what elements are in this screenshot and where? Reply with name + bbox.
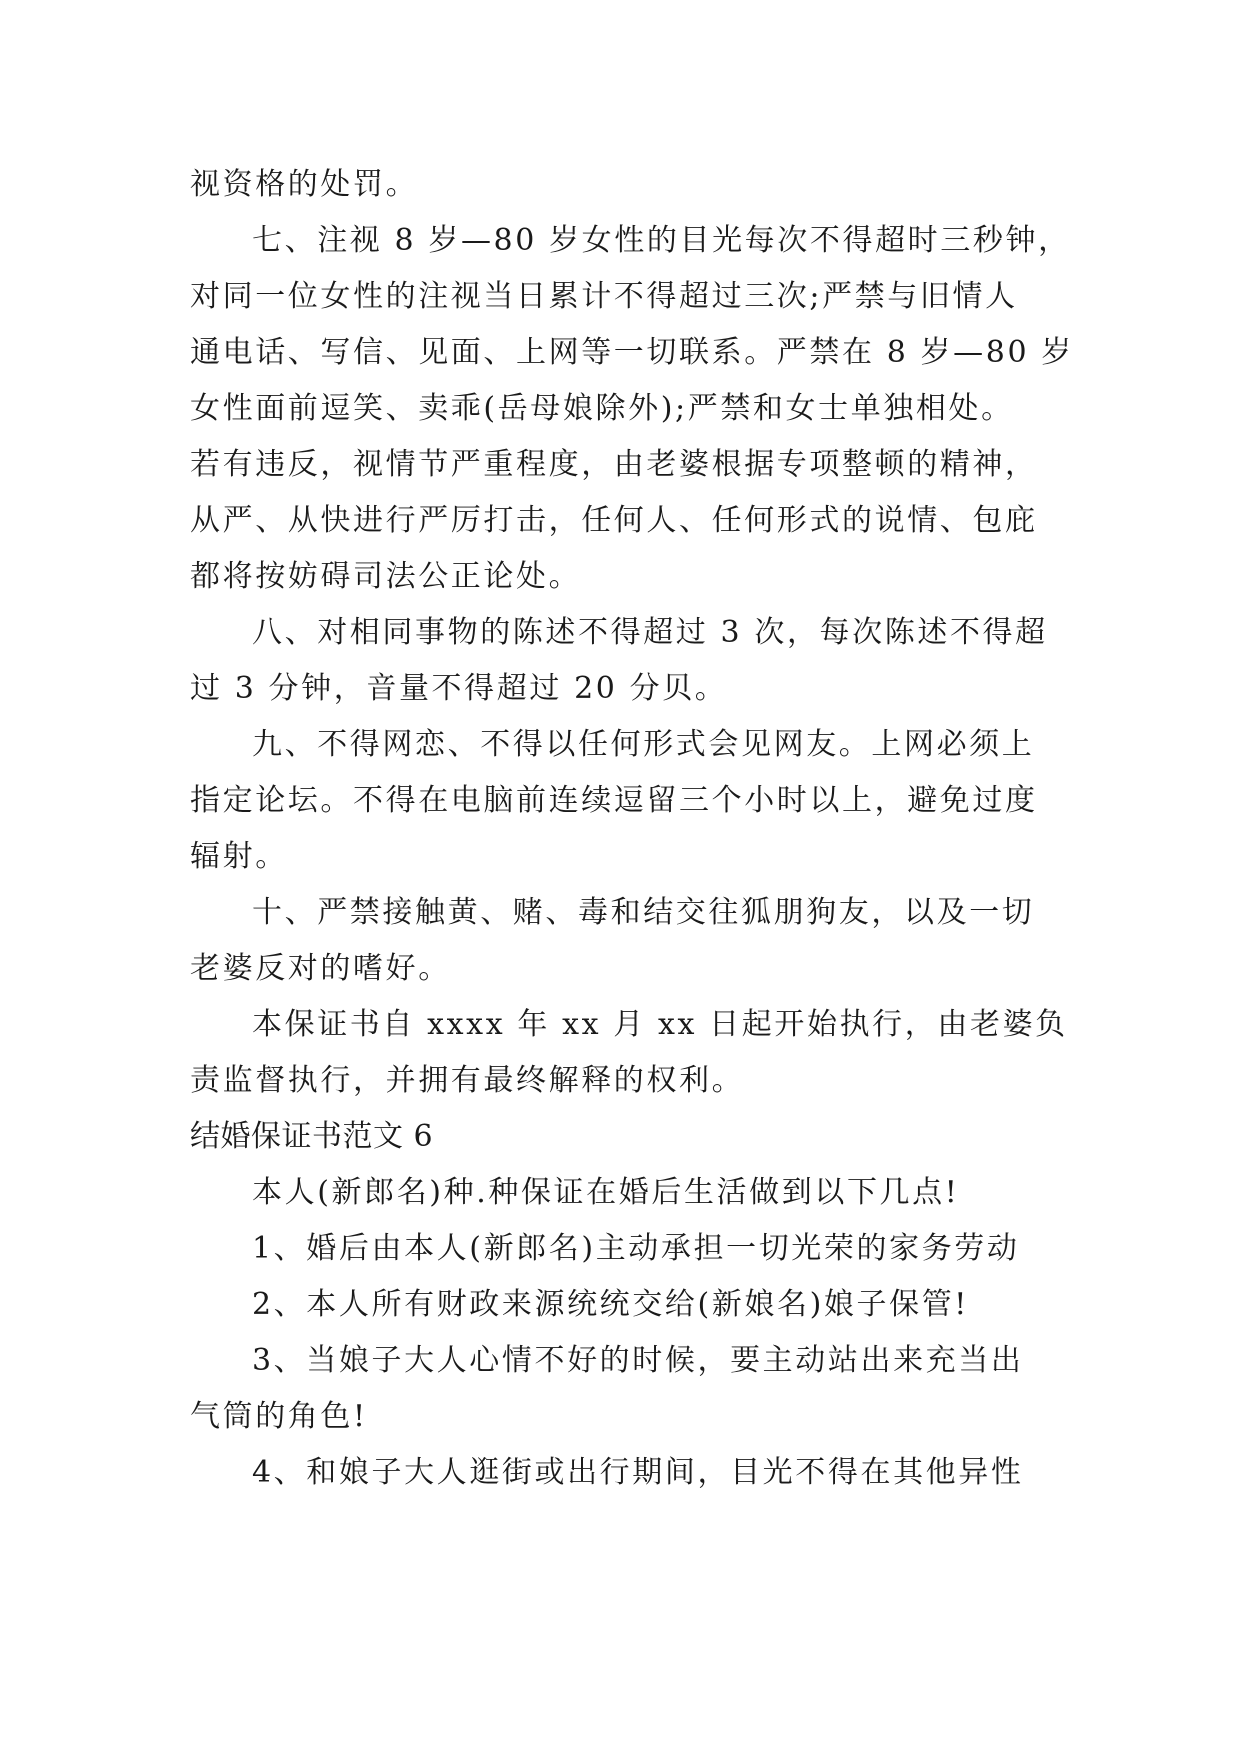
text-line: 指定论坛。不得在电脑前连续逗留三个小时以上，避免过度 (190, 783, 1038, 818)
text-line: 视资格的处罚。 (190, 167, 419, 202)
text-line: 从严、从快进行严厉打击，任何人、任何形式的说情、包庇 (190, 503, 1038, 538)
paragraph-effective-date: 本保证书自 xxxx 年 xx 月 xx 日起开始执行，由老婆负 (252, 1007, 1068, 1042)
list-item-4: 4、和娘子大人逛街或出行期间，目光不得在其他异性 (252, 1455, 1024, 1490)
paragraph-intro: 本人(新郎名)种.种保证在婚后生活做到以下几点! (252, 1175, 960, 1210)
paragraph-item-9: 九、不得网恋、不得以任何形式会见网友。上网必须上 (252, 727, 1035, 762)
list-item-3: 3、当娘子大人心情不好的时候，要主动站出来充当出 (252, 1343, 1024, 1378)
list-item-1: 1、婚后由本人(新郎名)主动承担一切光荣的家务劳动 (252, 1231, 1020, 1266)
text-line: 女性面前逗笑、卖乖(岳母娘除外);严禁和女士单独相处。 (190, 391, 1014, 426)
paragraph-item-7: 七、注视 8 岁—80 岁女性的目光每次不得超时三秒钟， (252, 223, 1071, 258)
text-line: 过 3 分钟，音量不得超过 20 分贝。 (190, 671, 728, 706)
text-line: 通电话、写信、见面、上网等一切联系。严禁在 8 岁—80 岁 (190, 335, 1074, 370)
paragraph-item-10: 十、严禁接触黄、赌、毒和结交往狐朋狗友，以及一切 (252, 895, 1035, 930)
text-line: 辐射。 (190, 839, 288, 874)
text-line: 对同一位女性的注视当日累计不得超过三次;严禁与旧情人 (190, 279, 1018, 314)
text-line: 都将按妨碍司法公正论处。 (190, 559, 582, 594)
text-line: 气筒的角色! (190, 1399, 368, 1434)
list-item-2: 2、本人所有财政来源统统交给(新娘名)娘子保管! (252, 1287, 969, 1322)
text-line: 若有违反，视情节严重程度，由老婆根据专项整顿的精神， (190, 447, 1038, 482)
paragraph-item-8: 八、对相同事物的陈述不得超过 3 次，每次陈述不得超 (252, 615, 1048, 650)
section-heading: 结婚保证书范文 6 (190, 1119, 434, 1154)
text-line: 责监督执行，并拥有最终解释的权利。 (190, 1063, 745, 1098)
text-line: 老婆反对的嗜好。 (190, 951, 451, 986)
